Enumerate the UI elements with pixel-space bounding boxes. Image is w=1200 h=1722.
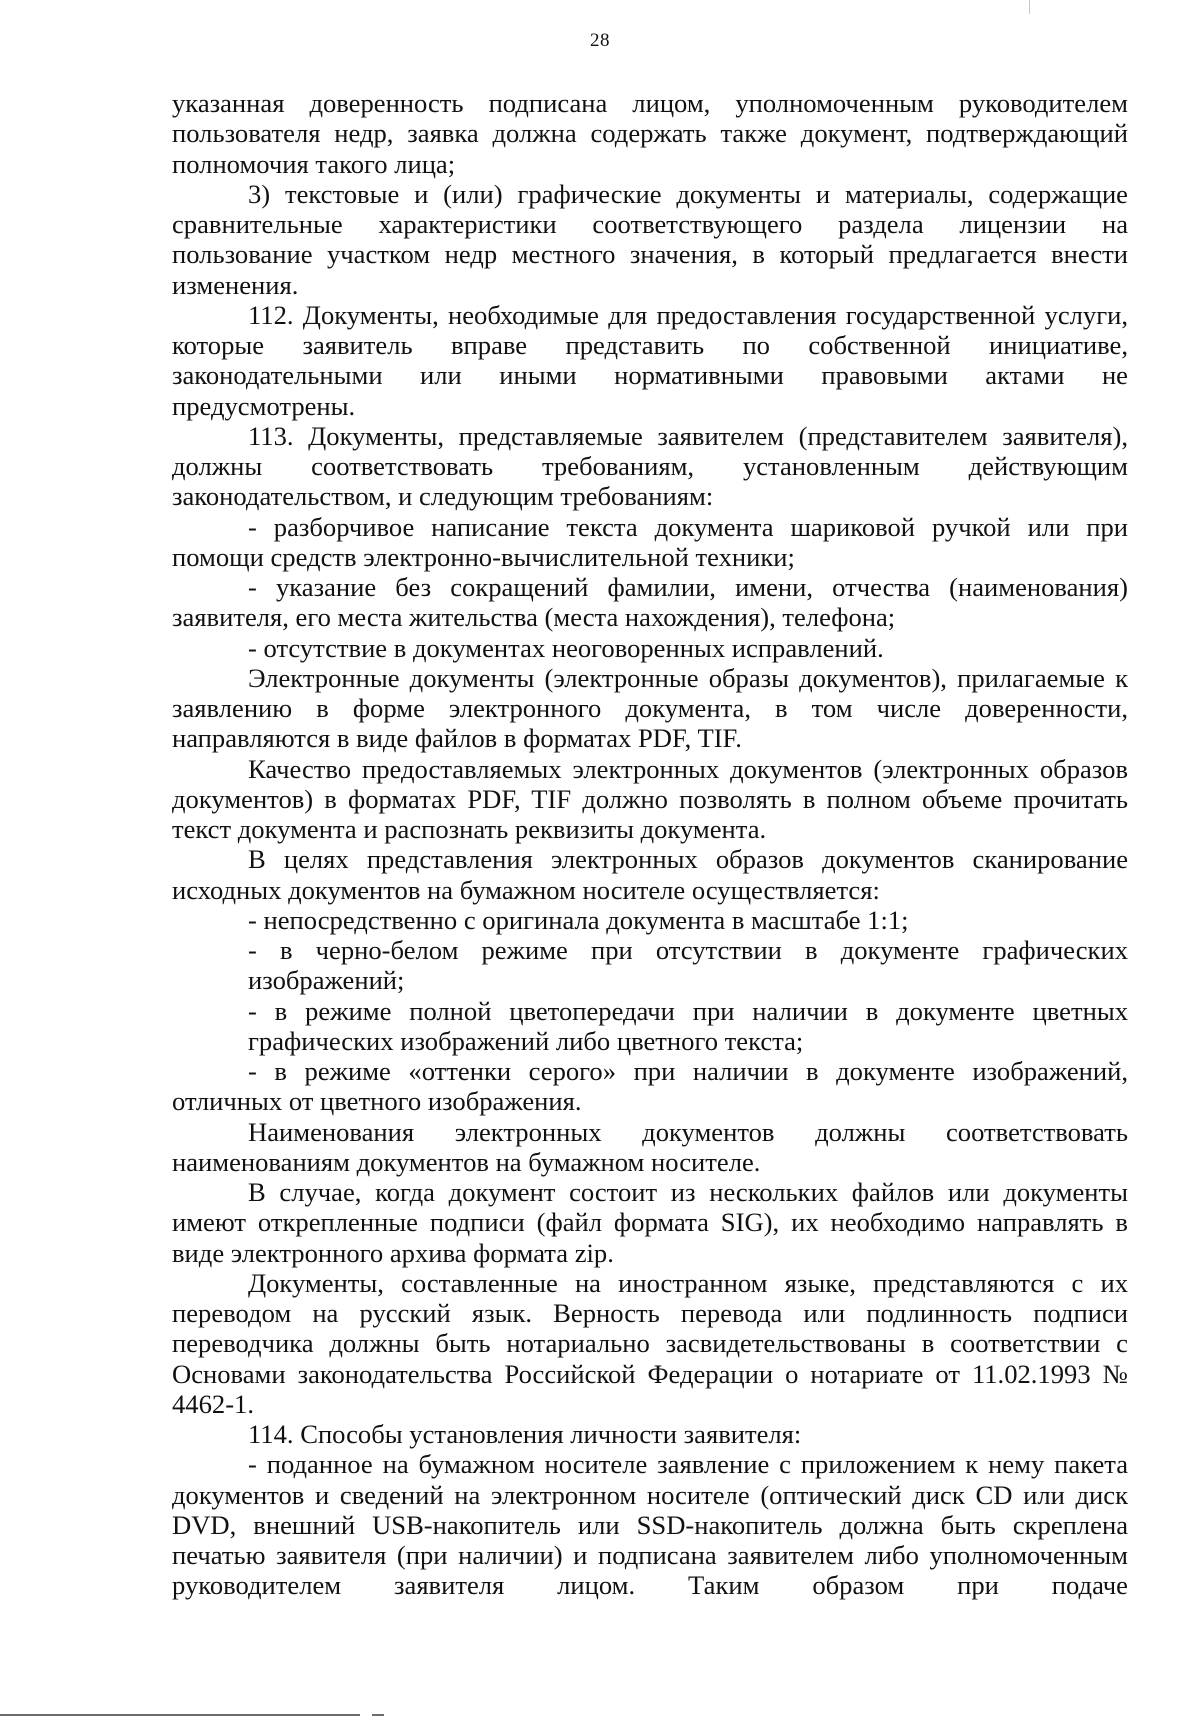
- list-item: - поданное на бумажном носителе заявление с приложением к нему пакета документов и сведений на электронном носителе (оптический диск CD или диск DVD, внешний USB-накопитель или SSD-накопитель должна быть скреплена печатью заявителя (при наличии) и подписана заявителем либо уполномоченным руководителем заявителя лицом. Таким образом при подаче: [172, 1449, 1128, 1601]
- paragraph-113: 113. Документы, представляемые заявителем (представителем заявителя), должны соответствовать требованиям, установленным действующим законодательством, и следующим требованиям:: [172, 420, 1128, 512]
- list-item: - в черно-белом режиме при отсутствии в документе графических изображений;: [248, 935, 1128, 996]
- list-item: - разборчивое написание текста документа шариковой ручкой или при помощи средств электронно-вычислительной техники;: [172, 511, 1128, 572]
- scan-edge-right: [1029, 0, 1030, 14]
- document-body: [172, 88, 1128, 1601]
- paragraph-archive: В случае, когда документ состоит из нескольких файлов или документы имеют открепленные подписи (файл формата SIG), их необходимо направлять в виде электронного архива формата zip.: [172, 1177, 1128, 1268]
- paragraph-translation: Документы, составленные на иностранном языке, представляются с их переводом на русский язык. Верность перевода или подлинность подписи переводчика должны быть нотариально засвидетельствованы в соответствии с Основами законодательства Российской Федерации о нотариате от 11.02.1993 № 4462-1.: [172, 1267, 1128, 1419]
- list-item: - в режиме полной цветопередачи при наличии в документе цветных графических изображений либо цветного текста;: [248, 995, 1128, 1056]
- list-item: - указание без сокращений фамилии, имени, отчества (наименования) заявителя, его места жительства (места нахождения), телефона;: [172, 572, 1128, 633]
- paragraph-114: 114. Способы установления личности заявителя:: [248, 1419, 802, 1449]
- list-item: - в режиме «оттенки серого» при наличии в документе изображений, отличных от цветного изображения.: [172, 1056, 1128, 1117]
- paragraph-naming: Наименования электронных документов должны соответствовать наименованиям документов на бумажном носителе.: [172, 1116, 1128, 1177]
- scan-edge-bottom: [0, 1714, 420, 1716]
- paragraph-112: 112. Документы, необходимые для предоставления государственной услуги, которые заявитель вправе представить по собственной инициативе, законодательными или иными нормативными правовыми актами не предусмотрены.: [172, 299, 1128, 421]
- list-item: - непосредственно с оригинала документа в масштабе 1:1;: [248, 904, 909, 935]
- paragraph-quality: Качество предоставляемых электронных документов (электронных образов документов) в форматах PDF, TIF должно позволять в полном объеме прочитать текст документа и распознать реквизиты документа.: [172, 753, 1128, 844]
- page-number: 28: [590, 30, 610, 51]
- paragraph-2: 3) текстовые и (или) графические документы и материалы, содержащие сравнительные характеристики соответствующего раздела лицензии на пользование участком недр местного значения, в который предлагается внести изменения.: [172, 178, 1128, 300]
- list-item: - отсутствие в документах неоговоренных исправлений.: [248, 632, 884, 663]
- paragraph-scanning: В целях представления электронных образов документов сканирование исходных документов на бумажном носителе осуществляется:: [172, 844, 1128, 905]
- paragraph-electronic-documents: Электронные документы (электронные образы документов), прилагаемые к заявлению в форме электронного документа, в том числе доверенности, направляются в виде файлов в форматах PDF, TIF.: [172, 662, 1128, 754]
- paragraph-1: указанная доверенность подписана лицом, уполномоченным руководителем пользователя недр, заявка должна содержать также документ, подтверждающий полномочия такого лица;: [172, 88, 1128, 179]
